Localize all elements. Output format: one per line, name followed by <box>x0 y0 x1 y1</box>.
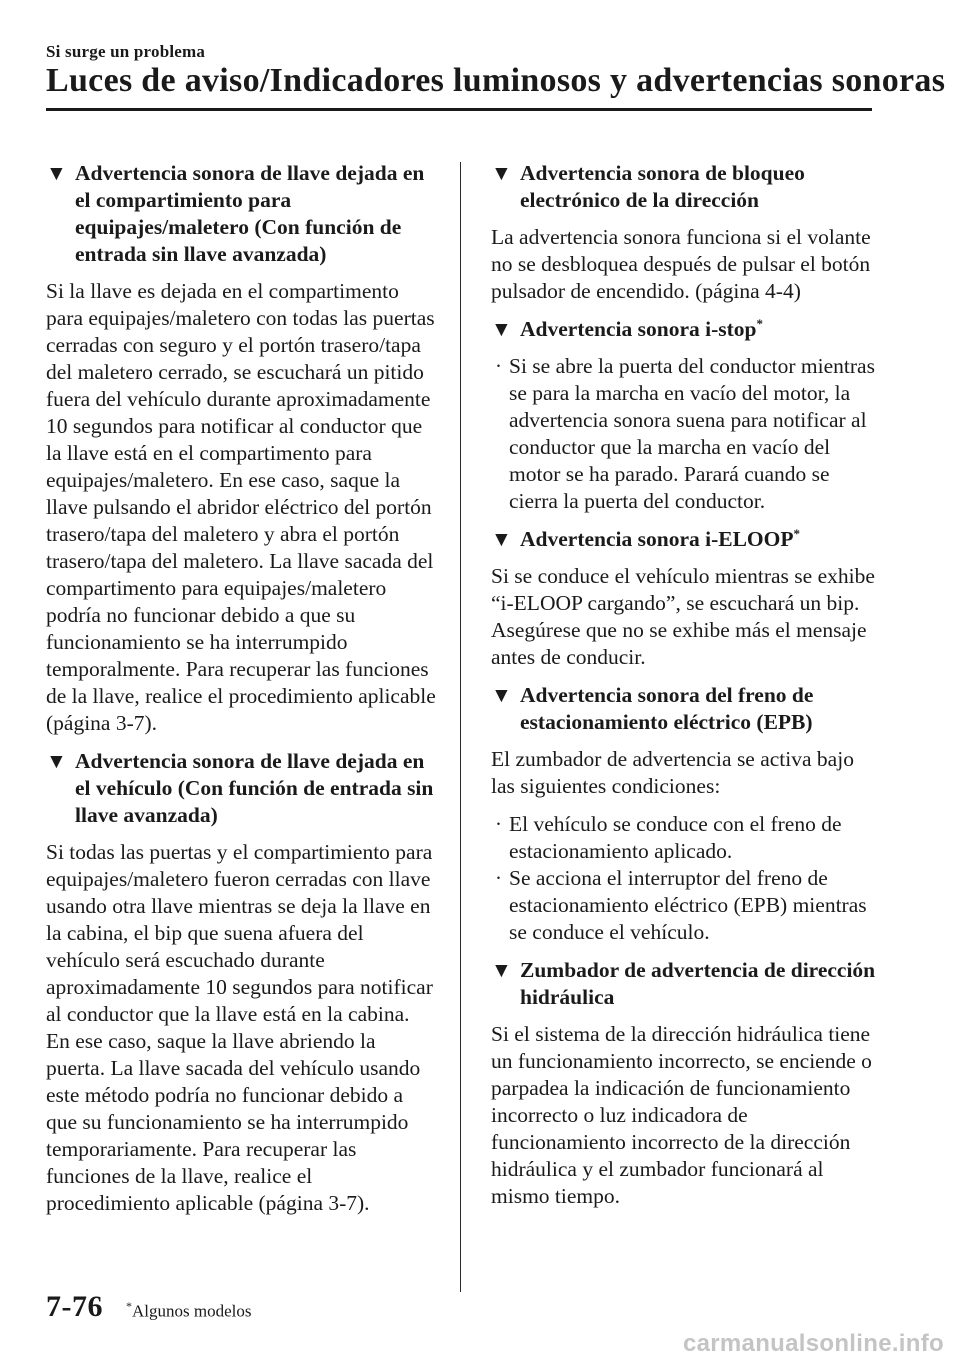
bullet-list <box>491 811 883 946</box>
triangle-down-icon: ▼ <box>491 317 512 341</box>
left-column <box>46 160 438 1228</box>
section-heading: ▼ Advertencia sonora de bloqueo electrónico de la dirección <box>491 161 805 212</box>
section-body: Si todas las puertas y el compartimiento para equipajes/maletero fueron cerradas con llave usando otra llave mientras se deja la llave en la cabina, el bip que suena afuera del vehículo será escuchado durante aproximadamente 10 segundos para notificar al conductor que la llave está en la cabina. En ese caso, saque la llave abriendo la puerta. La llave sacada del vehículo usando este método podría no funcionar debido a que su funcionamiento se ha interrumpido temporariamente. Para recuperar las funciones de la llave, realice el procedimiento aplicable (página 3-7). <box>46 840 433 1215</box>
section-heading: ▼ Zumbador de advertencia de dirección hidráulica <box>491 958 876 1009</box>
section-kicker: Si surge un problema <box>46 42 206 61</box>
bullet-dot-icon: · <box>495 812 502 836</box>
bullet-dot-icon: · <box>495 354 502 378</box>
page-number: 7-76 <box>46 1290 103 1323</box>
section-heading: ▼ Advertencia sonora i-ELOOP* <box>491 525 801 551</box>
bullet-list <box>491 353 883 515</box>
section-heading: ▼ Advertencia sonora del freno de estacionamiento eléctrico (EPB) <box>491 683 814 734</box>
triangle-down-icon: ▼ <box>491 683 512 707</box>
footnote-marker: * <box>793 525 801 541</box>
footnote-marker: * <box>756 315 763 331</box>
column-divider <box>460 162 461 1292</box>
list-item: · Si se abre la puerta del conductor mientras se para la marcha en vacío del motor, la advertencia sonora suena para notificar al conductor que la marcha en vacío del motor se ha parado. Parará cuando se cierra la puerta del conductor. <box>495 354 875 513</box>
bullet-dot-icon: · <box>495 866 502 890</box>
section-heading: ▼ Advertencia sonora de llave dejada en el vehículo (Con función de entrada sin llave avanzada) <box>46 749 434 827</box>
list-item: · Se acciona el interruptor del freno de estacionamiento eléctrico (EPB) mientras se conduce el vehículo. <box>495 866 867 944</box>
section-body: El zumbador de advertencia se activa bajo las siguientes condiciones: <box>491 747 854 798</box>
triangle-down-icon: ▼ <box>491 161 512 185</box>
section-heading: ▼ Advertencia sonora de llave dejada en el compartimiento para equipajes/maletero (Con función de entrada sin llave avanzada) <box>46 161 425 266</box>
section-body: Si se conduce el vehículo mientras se exhibe “i-ELOOP cargando”, se escuchará un bip. Asegúrese que no se exhibe más el mensaje antes de conducir. <box>491 564 875 669</box>
section-body: Si el sistema de la dirección hidráulica tiene un funcionamiento incorrecto, se enciende o parpadea la indicación de funcionamiento incorrecto o luz indicadora de funcionamiento incorrecto de la dirección hidráulica y el zumbador funcionará al mismo tiempo. <box>491 1022 872 1208</box>
list-item: · El vehículo se conduce con el freno de estacionamiento aplicado. <box>495 812 842 863</box>
watermark: carmanualsonline.info <box>682 1330 944 1357</box>
triangle-down-icon: ▼ <box>491 958 512 982</box>
triangle-down-icon: ▼ <box>491 527 512 551</box>
triangle-down-icon: ▼ <box>46 749 67 773</box>
section-body: La advertencia sonora funciona si el volante no se desbloquea después de pulsar el botón pulsador de encendido. (página 4-4) <box>491 225 871 303</box>
right-column <box>491 160 883 1221</box>
title-rule <box>46 108 872 111</box>
section-body: Si la llave es dejada en el compartimento para equipajes/maletero con todas las puertas cerradas con seguro y el portón trasero/tapa del maletero cerrado, se escuchará un pitido fuera del vehículo durante aproximadamente 10 segundos para notificar al conductor que la llave está en el compartimento para equipajes/maletero. En ese caso, saque la llave pulsando el abridor eléctrico del portón trasero/tapa del maletero y abra el portón trasero/tapa del maletero. La llave sacada del compartimento para equipajes/maletero podría no funcionar debido a que su funcionamiento se ha interrumpido temporalmente. Para recuperar las funciones de la llave, realice el procedimiento aplicable (página 3-7). <box>46 279 436 735</box>
page-title: Luces de aviso/Indicadores luminosos y advertencias sonoras <box>46 62 946 99</box>
triangle-down-icon: ▼ <box>46 161 67 185</box>
footnote: *Algunos modelos <box>126 1299 252 1321</box>
section-heading: ▼ Advertencia sonora i-stop* <box>491 315 763 341</box>
